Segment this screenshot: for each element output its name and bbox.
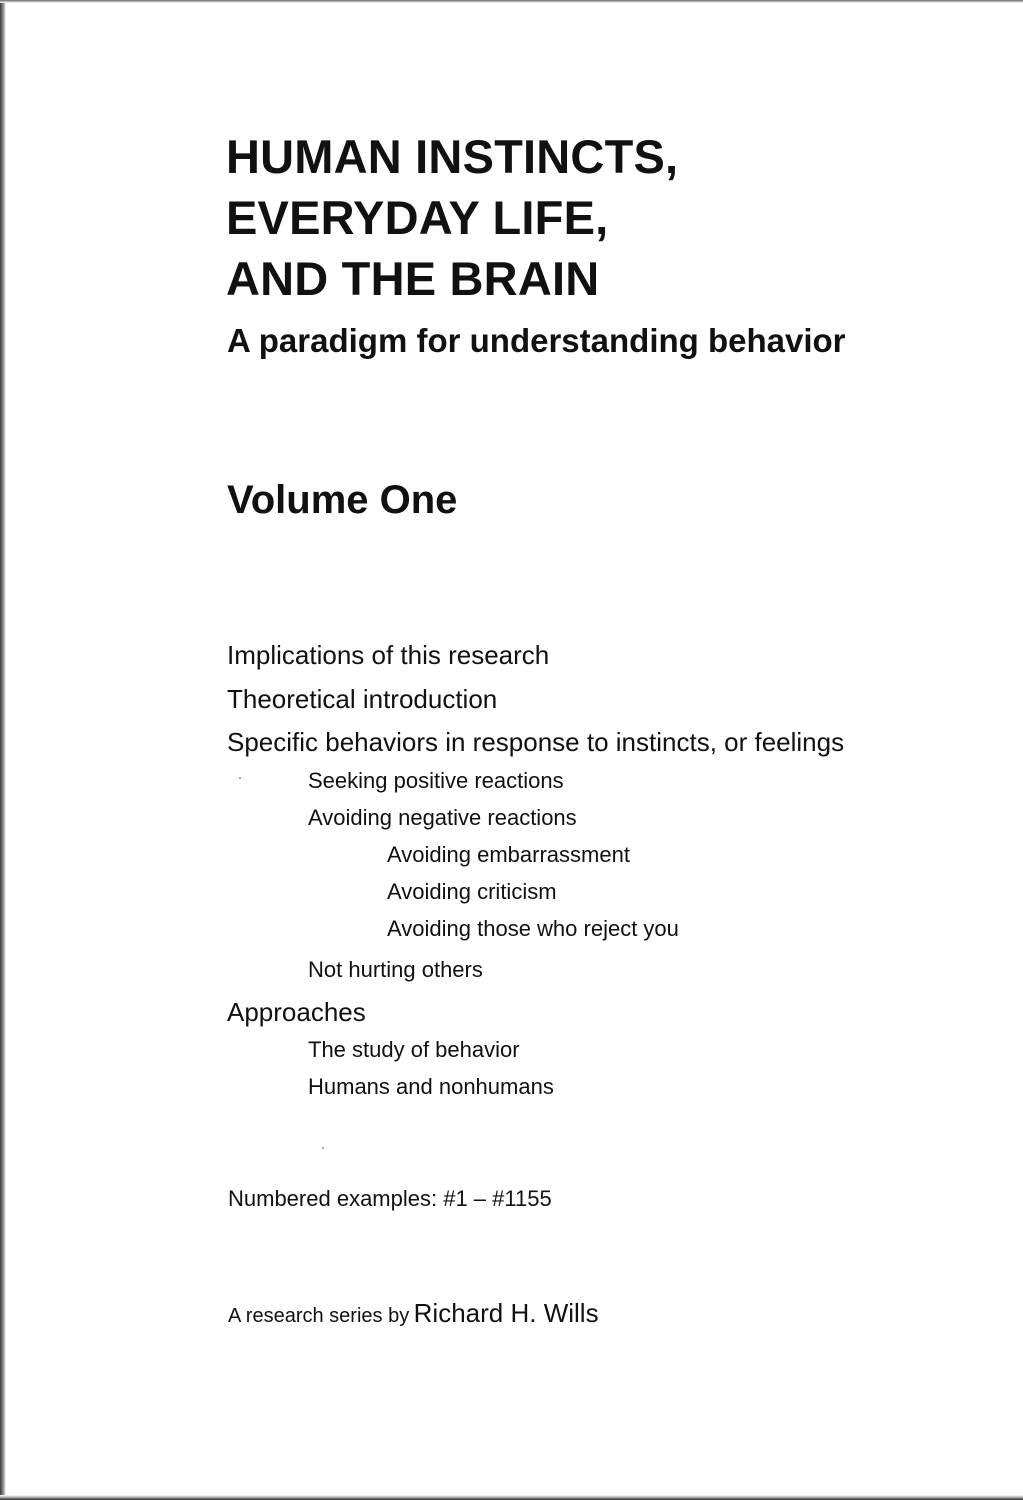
- contents-subitem: Avoiding negative reactions: [308, 805, 577, 830]
- page-edge-left: [0, 0, 6, 1500]
- author-name: Richard H. Wills: [413, 1298, 599, 1328]
- contents-subitem: Seeking positive reactions: [308, 768, 564, 793]
- contents-item: Approaches: [227, 997, 366, 1027]
- contents-subitem: Humans and nonhumans: [308, 1074, 554, 1099]
- volume-label: Volume One: [227, 478, 458, 522]
- contents-list: [227, 0, 1007, 1500]
- contents-subsubitem: Avoiding embarrassment: [387, 842, 630, 867]
- title-line: HUMAN INSTINCTS,: [226, 130, 679, 183]
- numbered-examples: Numbered examples: #1 – #1155: [228, 1186, 552, 1211]
- author-credit: [228, 1298, 599, 1329]
- print-speck: [322, 1147, 324, 1149]
- contents-item: Theoretical introduction: [227, 684, 498, 714]
- title-line: AND THE BRAIN: [226, 252, 600, 305]
- credit-prefix: A research series by: [228, 1305, 410, 1327]
- contents-subsubitem: Avoiding those who reject you: [387, 916, 679, 941]
- contents-item: Implications of this research: [227, 640, 550, 670]
- contents-subsubitem: Avoiding criticism: [387, 879, 557, 904]
- contents-item: Specific behaviors in response to instincts, or feelings: [227, 727, 845, 757]
- contents-subitem: The study of behavior: [308, 1037, 520, 1062]
- print-speck: [239, 777, 241, 779]
- title-line: EVERYDAY LIFE,: [226, 191, 609, 244]
- book-subtitle: A paradigm for understanding behavior: [227, 322, 846, 359]
- contents-subitem: Not hurting others: [308, 957, 483, 982]
